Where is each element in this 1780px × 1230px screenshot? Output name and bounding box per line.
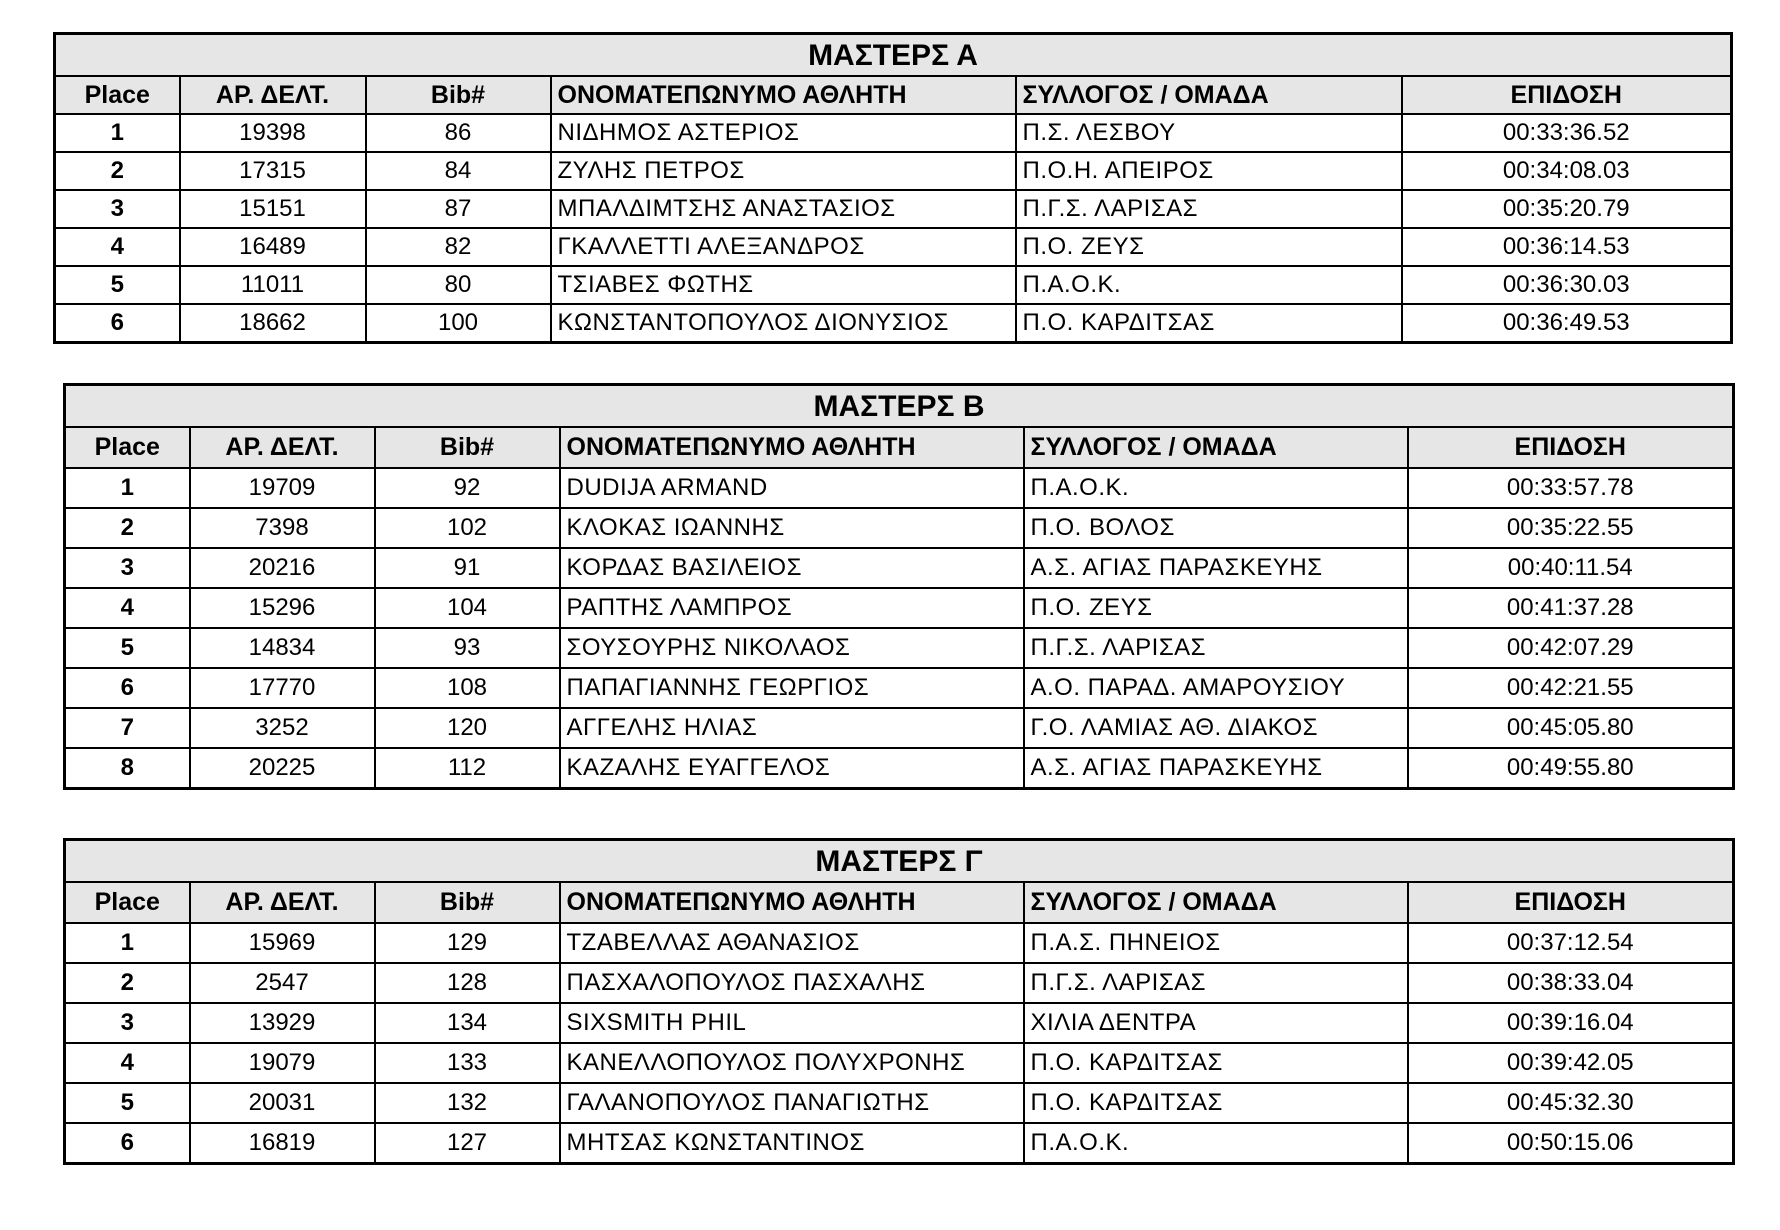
place-cell: 1 (55, 114, 180, 152)
bib-cell: 102 (375, 508, 560, 548)
licence-cell: 11011 (180, 266, 366, 304)
athlete-name-cell: ΚΟΡΔΑΣ ΒΑΣΙΛΕΙΟΣ (560, 548, 1024, 588)
athlete-name-cell: ΖΥΛΗΣ ΠΕΤΡΟΣ (551, 152, 1016, 190)
licence-cell: 15151 (180, 190, 366, 228)
club-cell: ΧΙΛΙΑ ΔΕΝΤΡΑ (1024, 1003, 1408, 1043)
table-row (55, 304, 1732, 343)
licence-cell: 19709 (190, 468, 375, 508)
column-header-name: ΟΝΟΜΑΤΕΠΩΝΥΜΟ ΑΘΛΗΤΗ (560, 427, 1024, 468)
place-cell: 6 (65, 668, 190, 708)
athlete-name-cell: ΣΟΥΣΟΥΡΗΣ ΝΙΚΟΛΑΟΣ (560, 628, 1024, 668)
bib-cell: 129 (375, 923, 560, 963)
table-row (65, 628, 1734, 668)
athlete-name-cell: ΑΓΓΕΛΗΣ ΗΛΙΑΣ (560, 708, 1024, 748)
column-header-licence: ΑΡ. ΔΕΛΤ. (190, 427, 375, 468)
bib-cell: 108 (375, 668, 560, 708)
column-header-time: ΕΠΙΔΟΣΗ (1402, 76, 1732, 114)
time-cell: 00:39:42.05 (1408, 1043, 1734, 1083)
athlete-name-cell: ΚΑΝΕΛΛΟΠΟΥΛΟΣ ΠΟΛΥΧΡΟΝΗΣ (560, 1043, 1024, 1083)
column-header-bib: Bib# (366, 76, 551, 114)
athlete-name-cell: ΚΑΖΑΛΗΣ ΕΥΑΓΓΕΛΟΣ (560, 748, 1024, 789)
club-cell: Π.Γ.Σ. ΛΑΡΙΣΑΣ (1016, 190, 1402, 228)
time-cell: 00:41:37.28 (1408, 588, 1734, 628)
time-cell: 00:45:05.80 (1408, 708, 1734, 748)
table-row (65, 923, 1734, 963)
licence-cell: 13929 (190, 1003, 375, 1043)
licence-cell: 20031 (190, 1083, 375, 1123)
time-cell: 00:36:49.53 (1402, 304, 1732, 343)
column-header-club: ΣΥΛΛΟΓΟΣ / ΟΜΑΔΑ (1016, 76, 1402, 114)
bib-cell: 92 (375, 468, 560, 508)
table-row (65, 1003, 1734, 1043)
place-cell: 1 (65, 923, 190, 963)
place-cell: 7 (65, 708, 190, 748)
time-cell: 00:40:11.54 (1408, 548, 1734, 588)
licence-cell: 19398 (180, 114, 366, 152)
athlete-name-cell: ΜΗΤΣΑΣ ΚΩΝΣΤΑΝΤΙΝΟΣ (560, 1123, 1024, 1164)
bib-cell: 100 (366, 304, 551, 343)
athlete-name-cell: ΠΑΣΧΑΛΟΠΟΥΛΟΣ ΠΑΣΧΑΛΗΣ (560, 963, 1024, 1003)
place-cell: 4 (65, 1043, 190, 1083)
column-header-place: Place (65, 882, 190, 923)
table-title: ΜΑΣΤΕΡΣ Γ (65, 840, 1734, 883)
athlete-name-cell: ΝΙΔΗΜΟΣ ΑΣΤΕΡΙΟΣ (551, 114, 1016, 152)
place-cell: 3 (55, 190, 180, 228)
bib-cell: 132 (375, 1083, 560, 1123)
bib-cell: 82 (366, 228, 551, 266)
club-cell: Α.Ο. ΠΑΡΑΔ. ΑΜΑΡΟΥΣΙΟΥ (1024, 668, 1408, 708)
bib-cell: 134 (375, 1003, 560, 1043)
bib-cell: 87 (366, 190, 551, 228)
time-cell: 00:39:16.04 (1408, 1003, 1734, 1043)
table-title: ΜΑΣΤΕΡΣ Β (65, 385, 1734, 428)
time-cell: 00:50:15.06 (1408, 1123, 1734, 1164)
place-cell: 2 (65, 963, 190, 1003)
club-cell: Π.Ο.Η. ΑΠΕΙΡΟΣ (1016, 152, 1402, 190)
place-cell: 4 (55, 228, 180, 266)
athlete-name-cell: DUDIJA ARMAND (560, 468, 1024, 508)
club-cell: Π.Ο. ΒΟΛΟΣ (1024, 508, 1408, 548)
bib-cell: 80 (366, 266, 551, 304)
club-cell: Π.Ο. ΚΑΡΔΙΤΣΑΣ (1016, 304, 1402, 343)
athlete-name-cell: ΜΠΑΛΔΙΜΤΣΗΣ ΑΝΑΣΤΑΣΙΟΣ (551, 190, 1016, 228)
table-row (55, 266, 1732, 304)
table-row (65, 1083, 1734, 1123)
licence-cell: 20225 (190, 748, 375, 789)
results-table-masters-b (63, 383, 1735, 790)
athlete-name-cell: ΚΩΝΣΤΑΝΤΟΠΟΥΛΟΣ ΔΙΟΝΥΣΙΟΣ (551, 304, 1016, 343)
table-row (55, 114, 1732, 152)
time-cell: 00:42:07.29 (1408, 628, 1734, 668)
licence-cell: 16489 (180, 228, 366, 266)
header-row (65, 882, 1734, 923)
place-cell: 5 (55, 266, 180, 304)
time-cell: 00:33:36.52 (1402, 114, 1732, 152)
club-cell: Π.Ο. ΖΕΥΣ (1016, 228, 1402, 266)
table-row (65, 963, 1734, 1003)
place-cell: 8 (65, 748, 190, 789)
time-cell: 00:37:12.54 (1408, 923, 1734, 963)
column-header-bib: Bib# (375, 882, 560, 923)
bib-cell: 93 (375, 628, 560, 668)
time-cell: 00:36:14.53 (1402, 228, 1732, 266)
licence-cell: 20216 (190, 548, 375, 588)
time-cell: 00:34:08.03 (1402, 152, 1732, 190)
licence-cell: 14834 (190, 628, 375, 668)
column-header-licence: ΑΡ. ΔΕΛΤ. (180, 76, 366, 114)
column-header-time: ΕΠΙΔΟΣΗ (1408, 882, 1734, 923)
table-row (65, 468, 1734, 508)
column-header-bib: Bib# (375, 427, 560, 468)
header-row (65, 427, 1734, 468)
athlete-name-cell: SIXSMITH PHIL (560, 1003, 1024, 1043)
bib-cell: 112 (375, 748, 560, 789)
column-header-name: ΟΝΟΜΑΤΕΠΩΝΥΜΟ ΑΘΛΗΤΗ (551, 76, 1016, 114)
time-cell: 00:35:20.79 (1402, 190, 1732, 228)
time-cell: 00:42:21.55 (1408, 668, 1734, 708)
table-row (65, 1043, 1734, 1083)
column-header-licence: ΑΡ. ΔΕΛΤ. (190, 882, 375, 923)
table-row (65, 548, 1734, 588)
place-cell: 3 (65, 1003, 190, 1043)
bib-cell: 133 (375, 1043, 560, 1083)
licence-cell: 15969 (190, 923, 375, 963)
licence-cell: 19079 (190, 1043, 375, 1083)
place-cell: 6 (65, 1123, 190, 1164)
table-row (65, 708, 1734, 748)
club-cell: Π.Α.Ο.Κ. (1016, 266, 1402, 304)
table-row (65, 668, 1734, 708)
time-cell: 00:38:33.04 (1408, 963, 1734, 1003)
club-cell: Π.Σ. ΛΕΣΒΟΥ (1016, 114, 1402, 152)
table-row (65, 1123, 1734, 1164)
column-header-club: ΣΥΛΛΟΓΟΣ / ΟΜΑΔΑ (1024, 427, 1408, 468)
bib-cell: 128 (375, 963, 560, 1003)
place-cell: 5 (65, 628, 190, 668)
place-cell: 2 (55, 152, 180, 190)
place-cell: 1 (65, 468, 190, 508)
time-cell: 00:35:22.55 (1408, 508, 1734, 548)
club-cell: Γ.Ο. ΛΑΜΙΑΣ ΑΘ. ΔΙΑΚΟΣ (1024, 708, 1408, 748)
table-row (55, 228, 1732, 266)
club-cell: Π.Γ.Σ. ΛΑΡΙΣΑΣ (1024, 628, 1408, 668)
licence-cell: 15296 (190, 588, 375, 628)
club-cell: Α.Σ. ΑΓΙΑΣ ΠΑΡΑΣΚΕΥΗΣ (1024, 748, 1408, 789)
results-table-masters-c (63, 838, 1735, 1165)
club-cell: Π.Α.Ο.Κ. (1024, 468, 1408, 508)
column-header-place: Place (65, 427, 190, 468)
column-header-place: Place (55, 76, 180, 114)
licence-cell: 3252 (190, 708, 375, 748)
athlete-name-cell: ΓΚΑΛΛΕΤΤΙ ΑΛΕΞΑΝΔΡΟΣ (551, 228, 1016, 266)
time-cell: 00:45:32.30 (1408, 1083, 1734, 1123)
athlete-name-cell: ΤΖΑΒΕΛΛΑΣ ΑΘΑΝΑΣΙΟΣ (560, 923, 1024, 963)
bib-cell: 84 (366, 152, 551, 190)
place-cell: 3 (65, 548, 190, 588)
club-cell: Π.Ο. ΖΕΥΣ (1024, 588, 1408, 628)
bib-cell: 127 (375, 1123, 560, 1164)
results-table-masters-a (53, 32, 1733, 344)
table-row (65, 588, 1734, 628)
club-cell: Α.Σ. ΑΓΙΑΣ ΠΑΡΑΣΚΕΥΗΣ (1024, 548, 1408, 588)
table-row (55, 190, 1732, 228)
place-cell: 4 (65, 588, 190, 628)
place-cell: 6 (55, 304, 180, 343)
table-row (65, 748, 1734, 789)
club-cell: Π.Α.Ο.Κ. (1024, 1123, 1408, 1164)
licence-cell: 7398 (190, 508, 375, 548)
club-cell: Π.Ο. ΚΑΡΔΙΤΣΑΣ (1024, 1083, 1408, 1123)
athlete-name-cell: ΠΑΠΑΓΙΑΝΝΗΣ ΓΕΩΡΓΙΟΣ (560, 668, 1024, 708)
athlete-name-cell: ΡΑΠΤΗΣ ΛΑΜΠΡΟΣ (560, 588, 1024, 628)
bib-cell: 91 (375, 548, 560, 588)
table-row (65, 508, 1734, 548)
club-cell: Π.Α.Σ. ΠΗΝΕΙΟΣ (1024, 923, 1408, 963)
header-row (55, 76, 1732, 114)
licence-cell: 18662 (180, 304, 366, 343)
time-cell: 00:49:55.80 (1408, 748, 1734, 789)
column-header-club: ΣΥΛΛΟΓΟΣ / ΟΜΑΔΑ (1024, 882, 1408, 923)
column-header-time: ΕΠΙΔΟΣΗ (1408, 427, 1734, 468)
bib-cell: 120 (375, 708, 560, 748)
athlete-name-cell: ΤΣΙΑΒΕΣ ΦΩΤΗΣ (551, 266, 1016, 304)
licence-cell: 17770 (190, 668, 375, 708)
club-cell: Π.Ο. ΚΑΡΔΙΤΣΑΣ (1024, 1043, 1408, 1083)
bib-cell: 104 (375, 588, 560, 628)
licence-cell: 2547 (190, 963, 375, 1003)
licence-cell: 17315 (180, 152, 366, 190)
licence-cell: 16819 (190, 1123, 375, 1164)
table-title: ΜΑΣΤΕΡΣ Α (55, 34, 1732, 77)
time-cell: 00:33:57.78 (1408, 468, 1734, 508)
column-header-name: ΟΝΟΜΑΤΕΠΩΝΥΜΟ ΑΘΛΗΤΗ (560, 882, 1024, 923)
athlete-name-cell: ΓΑΛΑΝΟΠΟΥΛΟΣ ΠΑΝΑΓΙΩΤΗΣ (560, 1083, 1024, 1123)
athlete-name-cell: ΚΛΟΚΑΣ ΙΩΑΝΝΗΣ (560, 508, 1024, 548)
bib-cell: 86 (366, 114, 551, 152)
club-cell: Π.Γ.Σ. ΛΑΡΙΣΑΣ (1024, 963, 1408, 1003)
table-row (55, 152, 1732, 190)
place-cell: 5 (65, 1083, 190, 1123)
time-cell: 00:36:30.03 (1402, 266, 1732, 304)
place-cell: 2 (65, 508, 190, 548)
